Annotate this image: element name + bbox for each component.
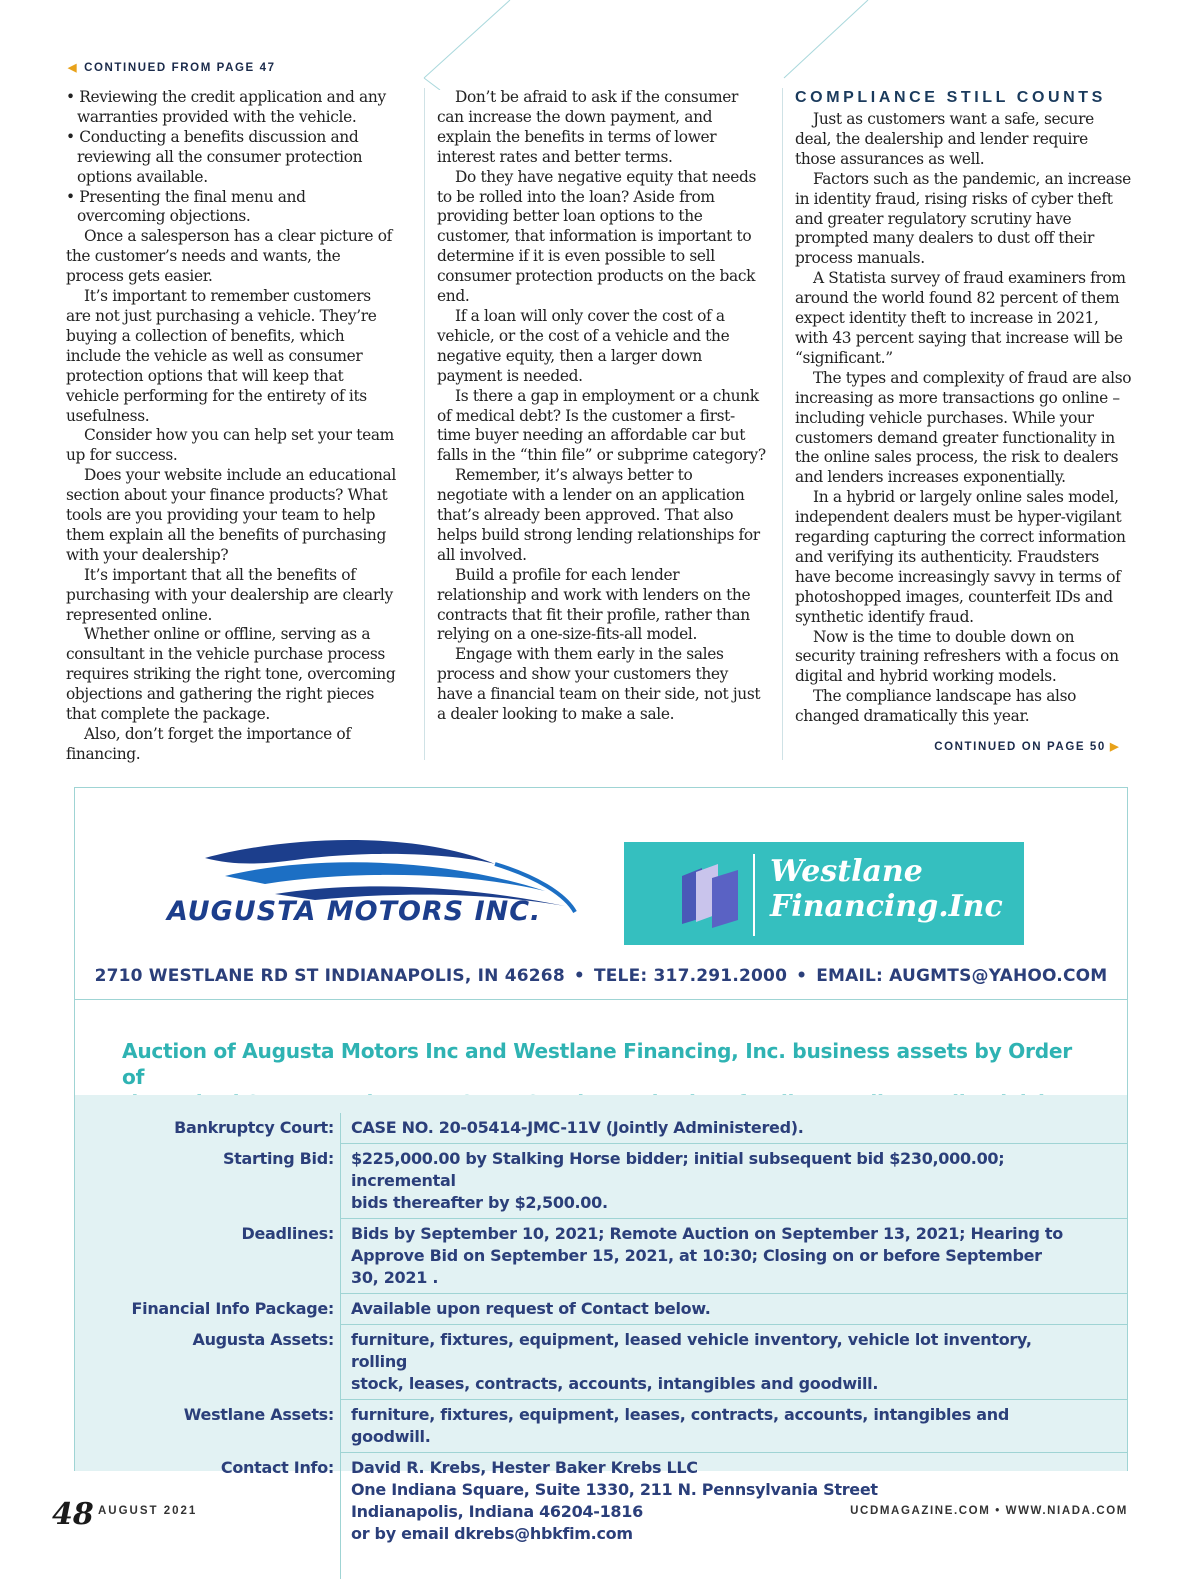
bullet-item: • Conducting a benefits discussion and reviewing all the consumer protection options available. bbox=[66, 128, 396, 188]
table-row bbox=[75, 1219, 1127, 1294]
footer-date: AUGUST 2021 bbox=[98, 1505, 197, 1517]
row-value-line: furniture, fixtures, equipment, leases, contracts, accounts, intangibles and goodwill. bbox=[351, 1404, 1067, 1448]
auction-details bbox=[75, 1095, 1127, 1471]
paragraph: It’s important that all the benefits of purchasing with your dealership are clearly represented online. bbox=[66, 566, 396, 626]
ad-headline: Auction of Augusta Motors Inc and Westlane Financing, Inc. business assets by Order of bbox=[122, 1038, 1082, 1116]
paragraph: Consider how you can help set your team up for success. bbox=[66, 426, 396, 466]
section-heading: COMPLIANCE STILL COUNTS bbox=[795, 88, 1133, 108]
paragraph: It’s important to remember customers are not just purchasing a vehicle. They’re buying a collection of benefits, which include the vehicle as well as consumer protection options that will keep that vehicle performing for the entirety of its usefulness. bbox=[66, 287, 396, 426]
page-number: 48 bbox=[52, 1497, 94, 1532]
continued-from-label: ◀ CONTINUED FROM PAGE 47 bbox=[68, 61, 276, 74]
table-row bbox=[75, 1400, 1127, 1453]
row-value bbox=[341, 1113, 1128, 1144]
continued-on-label: CONTINUED ON PAGE 50 ▶ bbox=[934, 740, 1120, 753]
paragraph: Also, don’t forget the importance of financing. bbox=[66, 725, 396, 765]
table-row bbox=[75, 1113, 1127, 1144]
westlane-divider bbox=[753, 854, 755, 936]
paragraph: Now is the time to double down on security training refreshers with a focus on digital and hybrid working models. bbox=[795, 628, 1133, 688]
row-value-line: bids thereafter by $2,500.00. bbox=[351, 1192, 1067, 1214]
ad-contact-line: 2710 WESTLANE RD ST INDIANAPOLIS, IN 46268 • TELE: 317.291.2000 • EMAIL: AUGMTS@YAHOO.COM bbox=[75, 966, 1127, 986]
paragraph: In a hybrid or largely online sales model, independent dealers must be hyper-vigilant regarding capturing the correct information and verifying its authenticity. Fraudsters have become increasingly savvy in terms of photoshopped images, counterfeit IDs and synthetic identify fraud. bbox=[795, 488, 1133, 627]
paragraph: If a loan will only cover the cost of a vehicle, or the cost of a vehicle and the negative equity, then a larger down payment is needed. bbox=[437, 307, 767, 387]
paragraph: Engage with them early in the sales process and show your customers they have a financial team on their side, not just a dealer looking to make a sale. bbox=[437, 645, 767, 725]
row-value-line: CASE NO. 20-05414-JMC-11V (Jointly Administered). bbox=[351, 1117, 1067, 1139]
article-column-2 bbox=[437, 88, 767, 725]
row-value-line: $225,000.00 by Stalking Horse bidder; initial subsequent bid $230,000.00; incremental bbox=[351, 1148, 1067, 1192]
row-label: Financial Info Package: bbox=[75, 1294, 341, 1325]
right-arrow-icon: ▶ bbox=[1110, 741, 1120, 753]
article-column-1 bbox=[66, 88, 396, 765]
westlane-cube-icon bbox=[678, 860, 744, 930]
row-value-line: David R. Krebs, Hester Baker Krebs LLC bbox=[351, 1457, 1067, 1479]
bullet-item: • Presenting the final menu and overcoming objections. bbox=[66, 188, 396, 228]
paragraph: Build a profile for each lender relationship and work with lenders on the contracts that fit their profile, rather than relying on a one-size-fits-all model. bbox=[437, 566, 767, 646]
paragraph: Just as customers want a safe, secure deal, the dealership and lender require those assurances as well. bbox=[795, 110, 1133, 170]
table-row bbox=[75, 1294, 1127, 1325]
row-value-line: Available upon request of Contact below. bbox=[351, 1298, 1067, 1320]
row-label: Bankruptcy Court: bbox=[75, 1113, 341, 1144]
paragraph: Factors such as the pandemic, an increase in identity fraud, rising risks of cyber theft and greater regulatory scrutiny have prompted many dealers to dust off their process manuals. bbox=[795, 170, 1133, 270]
row-value bbox=[341, 1219, 1128, 1294]
row-value-line: or by email dkrebs@hbkfim.com bbox=[351, 1523, 1067, 1545]
row-label: Westlane Assets: bbox=[75, 1400, 341, 1453]
paragraph: Don’t be afraid to ask if the consumer can increase the down payment, and explain the benefits in terms of lower interest rates and better terms. bbox=[437, 88, 767, 168]
ad-divider bbox=[75, 999, 1127, 1000]
decorative-lines bbox=[0, 0, 1200, 90]
paragraph: The types and complexity of fraud are also increasing as more transactions go online – including vehicle purchases. While your customers demand greater functionality in the online sales process, the risk to dealers and lenders increases exponentially. bbox=[795, 369, 1133, 488]
article-column-3 bbox=[795, 88, 1133, 727]
row-value-line: Bids by September 10, 2021; Remote Auction on September 13, 2021; Hearing to bbox=[351, 1223, 1067, 1245]
footer-site: UCDMAGAZINE.COM • WWW.NIADA.COM bbox=[850, 1505, 1128, 1517]
row-label: Contact Info: bbox=[75, 1453, 341, 1579]
paragraph: Does your website include an educational section about your finance products? What tools are you providing your team to help them explain all the benefits of purchasing with your dealership? bbox=[66, 466, 396, 566]
row-value-line: Indianapolis, Indiana 46204-1816 bbox=[351, 1501, 1067, 1523]
augusta-logo-text: AUGUSTA MOTORS INC. bbox=[167, 896, 541, 927]
row-value bbox=[341, 1400, 1128, 1453]
paragraph: A Statista survey of fraud examiners from around the world found 82 percent of them expect identity theft to increase in 2021, with 43 percent saying that increase will be “significant.” bbox=[795, 269, 1133, 369]
bullet-item: • Reviewing the credit application and any warranties provided with the vehicle. bbox=[66, 88, 396, 128]
auction-advertisement bbox=[74, 787, 1128, 1471]
row-value bbox=[341, 1325, 1128, 1400]
column-divider bbox=[424, 88, 425, 760]
left-arrow-icon: ◀ bbox=[68, 62, 78, 74]
row-label: Deadlines: bbox=[75, 1219, 341, 1294]
westlane-logo-text: Westlane Financing.Inc bbox=[770, 854, 1003, 924]
row-value-line: Approve Bid on September 15, 2021, at 10:30; Closing on or before September 30, 2021 . bbox=[351, 1245, 1067, 1289]
row-value-line: furniture, fixtures, equipment, leased vehicle inventory, vehicle lot inventory, rolling bbox=[351, 1329, 1067, 1373]
westlane-logo bbox=[624, 842, 1024, 945]
paragraph: Do they have negative equity that needs to be rolled into the loan? Aside from providing better loan options to the customer, that information is important to determine if it is even possible to sell consumer protection products on the back end. bbox=[437, 168, 767, 307]
paragraph: Whether online or offline, serving as a consultant in the vehicle purchase process requires striking the right tone, overcoming objections and gathering the right pieces that complete the package. bbox=[66, 625, 396, 725]
paragraph: The compliance landscape has also changed dramatically this year. bbox=[795, 687, 1133, 727]
paragraph: Is there a gap in employment or a chunk of medical debt? Is the customer a first-time buyer needing an affordable car but falls in the “thin file” or subprime category? bbox=[437, 387, 767, 467]
paragraph: Once a salesperson has a clear picture of the customer’s needs and wants, the process gets easier. bbox=[66, 227, 396, 287]
row-value-line: One Indiana Square, Suite 1330, 211 N. Pennsylvania Street bbox=[351, 1479, 1067, 1501]
row-value bbox=[341, 1144, 1128, 1219]
table-row bbox=[75, 1325, 1127, 1400]
row-value-line: stock, leases, contracts, accounts, intangibles and goodwill. bbox=[351, 1373, 1067, 1395]
row-value bbox=[341, 1294, 1128, 1325]
row-label: Starting Bid: bbox=[75, 1144, 341, 1219]
ad-logos bbox=[75, 788, 1127, 958]
paragraph: Remember, it’s always better to negotiate with a lender on an application that’s already been approved. That also helps build strong lending relationships for all involved. bbox=[437, 466, 767, 566]
table-row bbox=[75, 1144, 1127, 1219]
row-label: Augusta Assets: bbox=[75, 1325, 341, 1400]
column-divider bbox=[782, 88, 783, 760]
